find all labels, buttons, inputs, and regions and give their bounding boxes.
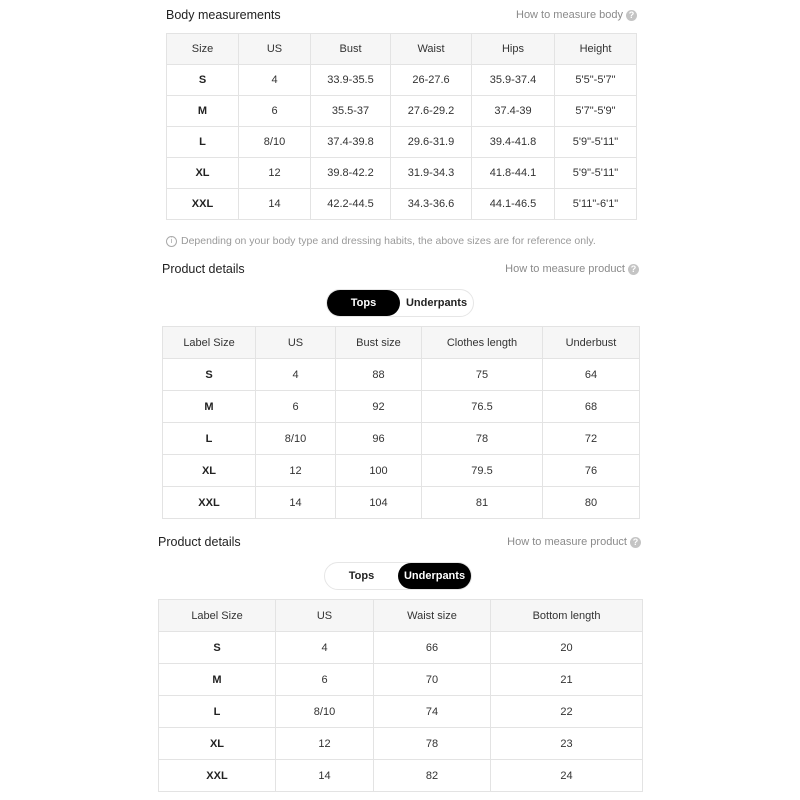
table-cell: 14 xyxy=(276,760,374,792)
column-header: Label Size xyxy=(159,600,276,632)
question-circle-icon: ? xyxy=(628,264,639,275)
product-underpants-table-wrap xyxy=(158,599,643,792)
table-row xyxy=(167,189,637,220)
link-label: How to measure product xyxy=(507,536,627,548)
size-label-cell: XL xyxy=(163,455,256,487)
size-label-cell: XL xyxy=(159,728,276,760)
table-row xyxy=(159,632,643,664)
table-cell: 34.3-36.6 xyxy=(391,189,472,220)
table-row xyxy=(167,127,637,158)
table-cell: 75 xyxy=(422,359,543,391)
table-cell: 5'5"-5'7" xyxy=(555,65,637,96)
table-cell: 6 xyxy=(276,664,374,696)
size-label-cell: XL xyxy=(167,158,239,189)
size-label-cell: M xyxy=(159,664,276,696)
column-header: US xyxy=(239,34,311,65)
table-cell: 104 xyxy=(336,487,422,519)
table-cell: 8/10 xyxy=(239,127,311,158)
table-cell: 81 xyxy=(422,487,543,519)
column-header: US xyxy=(256,327,336,359)
table-cell: 35.9-37.4 xyxy=(472,65,555,96)
table-cell: 42.2-44.5 xyxy=(311,189,391,220)
column-header: Bottom length xyxy=(491,600,643,632)
size-label-cell: M xyxy=(167,96,239,127)
table-row xyxy=(163,359,640,391)
table-cell: 78 xyxy=(422,423,543,455)
column-header: Label Size xyxy=(163,327,256,359)
table-cell: 5'7"-5'9" xyxy=(555,96,637,127)
size-label-cell: L xyxy=(167,127,239,158)
table-row xyxy=(167,96,637,127)
table-cell: 14 xyxy=(256,487,336,519)
section-title: Body measurements xyxy=(166,8,281,22)
table-cell: 12 xyxy=(276,728,374,760)
table-row xyxy=(159,728,643,760)
product-details-underpants-section xyxy=(158,535,641,555)
how-to-measure-product-link[interactable] xyxy=(505,263,639,275)
body-measurements-header xyxy=(166,8,637,28)
size-label-cell: XXL xyxy=(163,487,256,519)
table-cell: 88 xyxy=(336,359,422,391)
product-details-header xyxy=(162,262,639,282)
column-header: Waist xyxy=(391,34,472,65)
table-cell: 4 xyxy=(256,359,336,391)
table-cell: 68 xyxy=(543,391,640,423)
tab-underpants[interactable]: Underpants xyxy=(405,297,468,309)
product-tops-table xyxy=(162,326,640,519)
tab-tops[interactable]: Tops xyxy=(327,290,400,316)
table-header-row xyxy=(159,600,643,632)
tops-underpants-toggle xyxy=(326,289,474,317)
table-cell: 23 xyxy=(491,728,643,760)
product-tops-table-wrap xyxy=(162,326,640,519)
column-header: Size xyxy=(167,34,239,65)
table-cell: 5'11"-6'1" xyxy=(555,189,637,220)
table-row xyxy=(167,65,637,96)
table-cell: 33.9-35.5 xyxy=(311,65,391,96)
table-cell: 76.5 xyxy=(422,391,543,423)
column-header: Clothes length xyxy=(422,327,543,359)
tab-tops[interactable]: Tops xyxy=(348,570,375,582)
table-cell: 37.4-39 xyxy=(472,96,555,127)
table-row xyxy=(159,664,643,696)
table-cell: 4 xyxy=(239,65,311,96)
table-row xyxy=(167,158,637,189)
table-cell: 4 xyxy=(276,632,374,664)
size-label-cell: S xyxy=(167,65,239,96)
product-underpants-table xyxy=(158,599,643,792)
body-measurements-table xyxy=(166,33,637,220)
table-cell: 26-27.6 xyxy=(391,65,472,96)
size-label-cell: S xyxy=(163,359,256,391)
table-cell: 74 xyxy=(374,696,491,728)
size-label-cell: M xyxy=(163,391,256,423)
table-cell: 5'9"-5'11" xyxy=(555,127,637,158)
table-cell: 8/10 xyxy=(276,696,374,728)
table-cell: 37.4-39.8 xyxy=(311,127,391,158)
table-cell: 41.8-44.1 xyxy=(472,158,555,189)
product-details-tops-section xyxy=(162,262,639,282)
note-text: Depending on your body type and dressing habits, the above sizes are for reference only. xyxy=(181,235,596,247)
table-cell: 82 xyxy=(374,760,491,792)
question-circle-icon: ? xyxy=(626,10,637,21)
size-label-cell: S xyxy=(159,632,276,664)
info-circle-icon: i xyxy=(166,236,177,247)
table-cell: 5'9"-5'11" xyxy=(555,158,637,189)
size-label-cell: XXL xyxy=(167,189,239,220)
table-cell: 24 xyxy=(491,760,643,792)
body-measurements-section xyxy=(166,8,637,28)
table-cell: 6 xyxy=(239,96,311,127)
how-to-measure-body-link[interactable] xyxy=(516,9,637,21)
table-cell: 64 xyxy=(543,359,640,391)
table-cell: 76 xyxy=(543,455,640,487)
table-cell: 29.6-31.9 xyxy=(391,127,472,158)
table-cell: 78 xyxy=(374,728,491,760)
table-row xyxy=(159,696,643,728)
link-label: How to measure product xyxy=(505,263,625,275)
question-circle-icon: ? xyxy=(630,537,641,548)
column-header: Waist size xyxy=(374,600,491,632)
size-label-cell: L xyxy=(163,423,256,455)
table-row xyxy=(159,760,643,792)
table-cell: 80 xyxy=(543,487,640,519)
how-to-measure-product-link[interactable] xyxy=(507,536,641,548)
table-cell: 27.6-29.2 xyxy=(391,96,472,127)
table-cell: 39.4-41.8 xyxy=(472,127,555,158)
table-cell: 70 xyxy=(374,664,491,696)
table-cell: 21 xyxy=(491,664,643,696)
table-cell: 8/10 xyxy=(256,423,336,455)
table-cell: 35.5-37 xyxy=(311,96,391,127)
table-row xyxy=(163,487,640,519)
column-header: Hips xyxy=(472,34,555,65)
size-label-cell: XXL xyxy=(159,760,276,792)
tops-underpants-toggle xyxy=(324,562,472,590)
table-cell: 14 xyxy=(239,189,311,220)
table-cell: 66 xyxy=(374,632,491,664)
table-header-row xyxy=(163,327,640,359)
column-header: Bust size xyxy=(336,327,422,359)
table-row xyxy=(163,423,640,455)
column-header: Height xyxy=(555,34,637,65)
product-details-header xyxy=(158,535,641,555)
table-cell: 12 xyxy=(256,455,336,487)
table-cell: 20 xyxy=(491,632,643,664)
table-cell: 39.8-42.2 xyxy=(311,158,391,189)
link-label: How to measure body xyxy=(516,9,623,21)
table-cell: 79.5 xyxy=(422,455,543,487)
reference-note xyxy=(166,235,596,247)
table-cell: 100 xyxy=(336,455,422,487)
section-title: Product details xyxy=(158,535,241,549)
column-header: US xyxy=(276,600,374,632)
section-title: Product details xyxy=(162,262,245,276)
size-label-cell: L xyxy=(159,696,276,728)
table-row xyxy=(163,391,640,423)
body-measurements-table-wrap xyxy=(166,33,637,220)
column-header: Bust xyxy=(311,34,391,65)
table-cell: 6 xyxy=(256,391,336,423)
table-row xyxy=(163,455,640,487)
table-cell: 72 xyxy=(543,423,640,455)
table-cell: 31.9-34.3 xyxy=(391,158,472,189)
tab-underpants[interactable]: Underpants xyxy=(398,563,471,589)
table-header-row xyxy=(167,34,637,65)
column-header: Underbust xyxy=(543,327,640,359)
table-cell: 22 xyxy=(491,696,643,728)
table-cell: 44.1-46.5 xyxy=(472,189,555,220)
table-cell: 92 xyxy=(336,391,422,423)
table-cell: 96 xyxy=(336,423,422,455)
table-cell: 12 xyxy=(239,158,311,189)
